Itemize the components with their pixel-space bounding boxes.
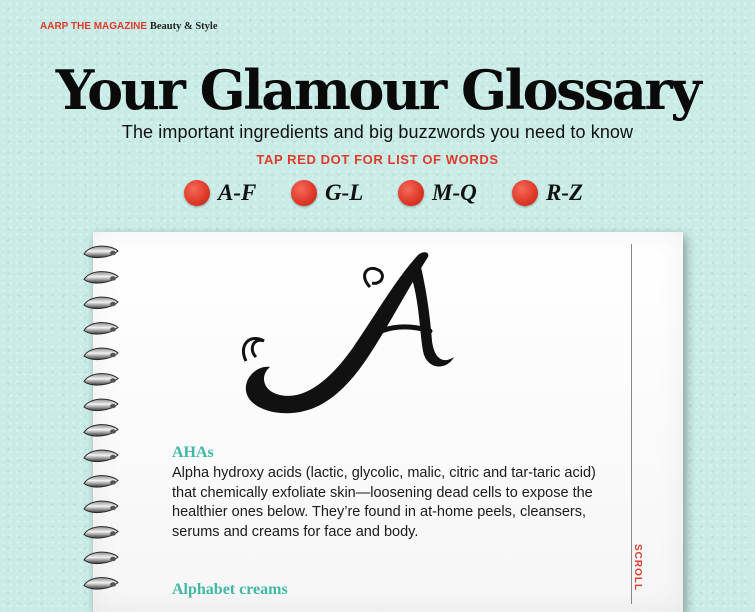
- red-dot-icon[interactable]: [398, 180, 424, 206]
- spiral-hole: [110, 404, 116, 408]
- spiral-hole: [110, 353, 116, 357]
- spiral-hole: [110, 506, 116, 510]
- nav-label[interactable]: A-F: [218, 180, 257, 205]
- nav-item-r-z[interactable]: [512, 180, 583, 206]
- decorative-letter-a: [240, 245, 460, 430]
- red-dot-icon[interactable]: [291, 180, 317, 206]
- spiral-hole: [110, 276, 116, 280]
- nav-label[interactable]: G-L: [325, 180, 364, 205]
- nav-label[interactable]: R-Z: [546, 180, 584, 205]
- spiral-binding: [80, 240, 120, 601]
- spiral-hole: [110, 327, 116, 331]
- instruction-text: TAP RED DOT FOR LIST OF WORDS: [256, 152, 499, 167]
- spiral-hole: [110, 582, 116, 586]
- nav-item-g-l[interactable]: [291, 180, 363, 206]
- brand-label: AARP THE MAGAZINE: [40, 21, 148, 32]
- spiral-hole: [110, 480, 116, 484]
- letter-range-nav: [0, 180, 755, 214]
- nav-item-m-q[interactable]: [398, 180, 477, 206]
- nav-item-a-f[interactable]: [184, 180, 256, 206]
- spiral-hole: [110, 455, 116, 459]
- page-subtitle: The important ingredients and big buzzwords you need to know: [121, 122, 634, 142]
- spiral-hole: [110, 557, 116, 561]
- entry-definition: Alpha hydroxy acids (lactic, glycolic, malic, citric and tar-taric acid) that chemically exfoliate skin—loosening dead cells to expose the healthier ones below. They’re found in at-home peels, cleansers, serums and creams for face and body.: [172, 465, 596, 540]
- page-title: Your Glamour Glossary: [55, 58, 700, 122]
- red-dot-icon[interactable]: [184, 180, 210, 206]
- scroll-indicator[interactable]: SCROLL: [632, 544, 643, 592]
- spiral-hole: [110, 531, 116, 535]
- nav-label[interactable]: M-Q: [432, 180, 477, 205]
- spiral-hole: [110, 378, 116, 382]
- spiral-hole: [110, 429, 116, 433]
- spiral-hole: [110, 251, 116, 255]
- red-dot-icon[interactable]: [512, 180, 538, 206]
- masthead: [40, 21, 218, 32]
- entry-term: Alphabet creams: [172, 581, 288, 598]
- section-label: Beauty & Style: [149, 21, 218, 32]
- entry-term: AHAs: [172, 444, 214, 461]
- spiral-hole: [110, 302, 116, 306]
